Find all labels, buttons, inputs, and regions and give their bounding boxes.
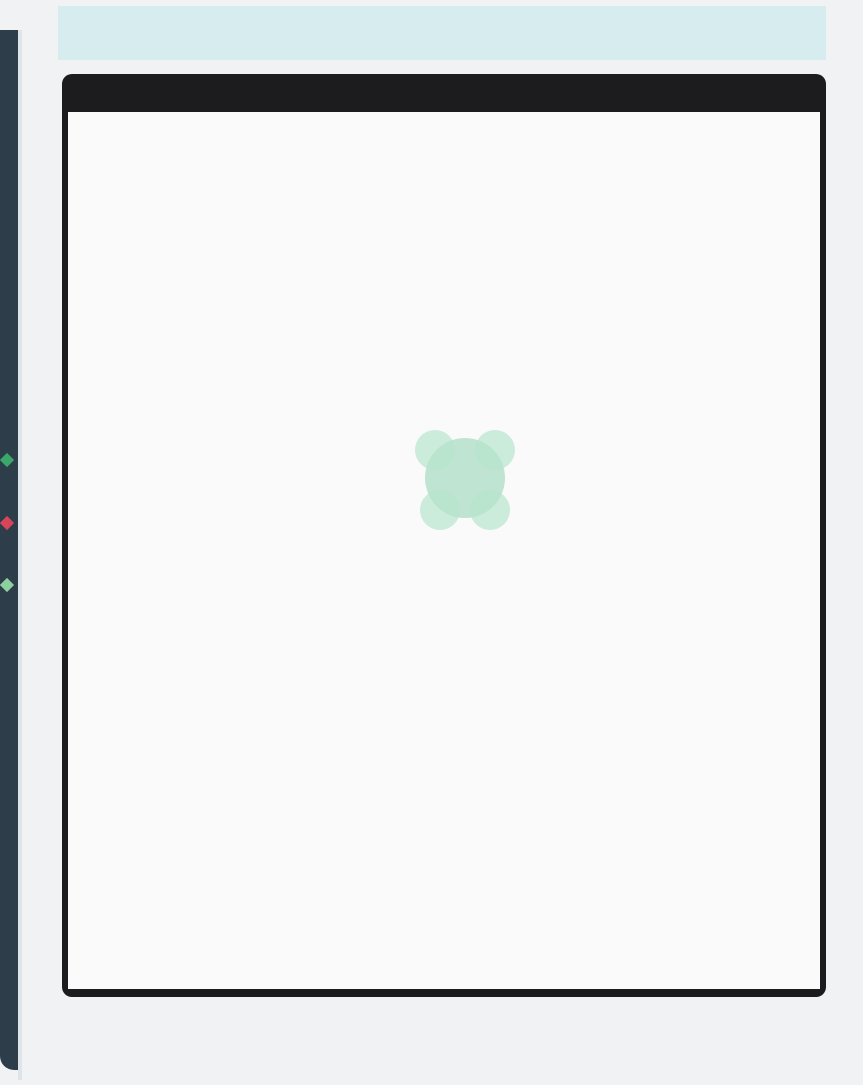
left-binding-bar bbox=[0, 30, 18, 1070]
left-binding-edge bbox=[18, 30, 22, 1080]
instruction-text bbox=[58, 6, 826, 60]
table-header bbox=[62, 74, 826, 112]
documentation-table bbox=[62, 74, 826, 997]
table-body bbox=[68, 112, 820, 989]
